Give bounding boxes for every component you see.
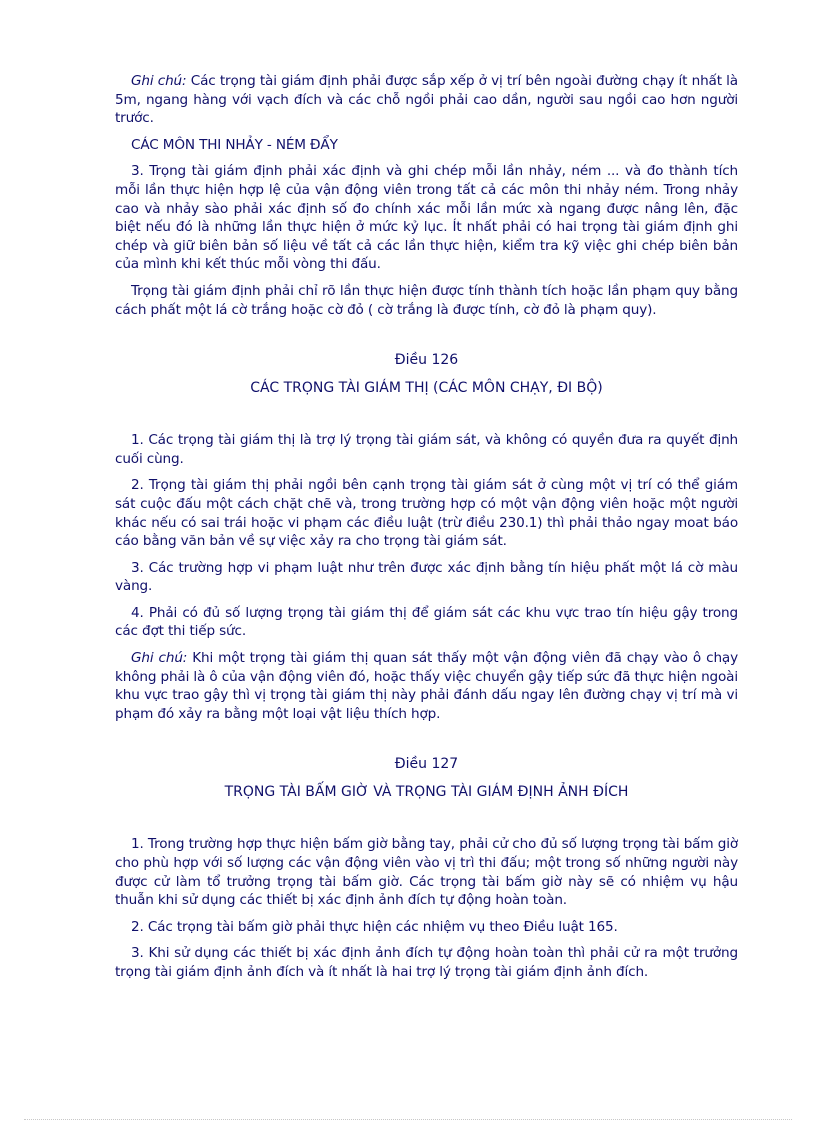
paragraph-flags: Trọng tài giám định phải chỉ rõ lần thực hiện được tính thành tích hoặc lần phạm quy bằng cách phất một lá cờ trắng hoặc cờ đỏ ( cờ trắng là được tính, cờ đỏ là phạm quy).	[115, 282, 738, 318]
note-label: Ghi chú:	[131, 650, 188, 667]
note-text: Khi một trọng tài giám thị quan sát thấy một vận động viên đã chạy vào ô chạy không phải là ô của vận động viên đó, hoặc thấy việc chuyển gậy tiếp sức đã thực hiện ngoài khu vực trao gậy thì vị trọng tài giám thị này phải đánh dấu ngay lên đường chạy vị trí mà vi phạm đó xảy ra bằng một loại vật liệu thích hợp.	[115, 650, 738, 722]
article-126-note	[115, 649, 738, 723]
section-subheading: CÁC MÔN THI NHẢY - NÉM ĐẨY	[131, 136, 338, 153]
article-126-p1: 1. Các trọng tài giám thị là trợ lý trọng tài giám sát, và không có quyền đưa ra quyết định cuối cùng.	[115, 432, 738, 467]
article-127-number: Điều 127	[394, 756, 459, 773]
article-126-title: CÁC TRỌNG TÀI GIÁM THỊ (CÁC MÔN CHẠY, ĐI BỘ)	[250, 380, 603, 397]
article-126-p2: 2. Trọng tài giám thị phải ngồi bên cạnh trọng tài giám sát ở cùng một vị trí có thể giám sát cuộc đấu một cách chặt chẽ và, trong trường hợp có một vận động viên hoặc một người khác nếu có sai trái hoặc vi phạm các điều luật (trừ điều 230.1) thì phải thảo ngay moat báo cáo bằng văn bản về sự việc xảy ra cho trọng tài giám sát.	[115, 477, 738, 550]
article-127-title: TRỌNG TÀI BẤM GIỜ VÀ TRỌNG TÀI GIÁM ĐỊNH ẢNH ĐÍCH	[224, 784, 629, 801]
article-126-number: Điều 126	[394, 352, 459, 369]
note-label: Ghi chú:	[131, 73, 187, 89]
article-126-p4: 4. Phải có đủ số lượng trọng tài giám thị để giám sát các khu vực trao tín hiệu gậy trong các đợt thi tiếp sức.	[115, 604, 738, 640]
article-127-p3: 3. Khi sử dụng các thiết bị xác định ảnh đích tự động hoàn toàn thì phải cử ra một trưởng trọng tài giám định ảnh đích và ít nhất là hai trợ lý trọng tài giám định ảnh đích.	[115, 945, 738, 980]
note-text: Các trọng tài giám định phải được sắp xếp ở vị trí bên ngoài đường chạy ít nhất là 5m, ngang hàng với vạch đích và các chỗ ngồi phải cao dần, người sau ngồi cao hơn người trước.	[115, 73, 738, 127]
note-paragraph	[115, 72, 738, 128]
document-page	[115, 72, 738, 990]
article-127-p2: 2. Các trọng tài bấm giờ phải thực hiện các nhiệm vụ theo Điều luật 165.	[131, 918, 618, 935]
page-bottom-divider	[24, 1119, 792, 1120]
article-126-p3: 3. Các trường hợp vi phạm luật như trên được xác định bằng tín hiệu phất một lá cờ màu vàng.	[115, 559, 738, 595]
article-127-p1: 1. Trong trường hợp thực hiện bấm giờ bằng tay, phải cử cho đủ số lượng trọng tài bấm giờ cho phù hợp với số lượng các vận động viên vào vị trì thi đấu; một trong số những người này được cử làm tổ trưởng trọng tài bấm giờ. Các trọng tài bấm giờ này sẽ có nhiệm vụ hậu thuẫn khi sử dụng các thiết bị xác định ảnh đích tự động hoàn toàn.	[115, 836, 738, 909]
paragraph-3: 3. Trọng tài giám định phải xác định và ghi chép mỗi lần nhảy, ném ... và đo thành tích mỗi lần thực hiện hợp lệ của vận động viên trong tất cả các môn thi nhảy ném. Trong nhảy cao và nhảy sào phải xác định số đo chính xác mỗi lần mức xà ngang được nâng lên, đặc biệt nếu đó là những lần thực hiện ở mức kỷ lục. Ít nhất phải có hai trọng tài giám định ghi chép và giữ biên bản số liệu về tất cả các lần thực hiện, kiểm tra kỹ việc ghi chép biên bản của mình khi kết thúc mỗi vòng thi đấu.	[115, 163, 738, 273]
